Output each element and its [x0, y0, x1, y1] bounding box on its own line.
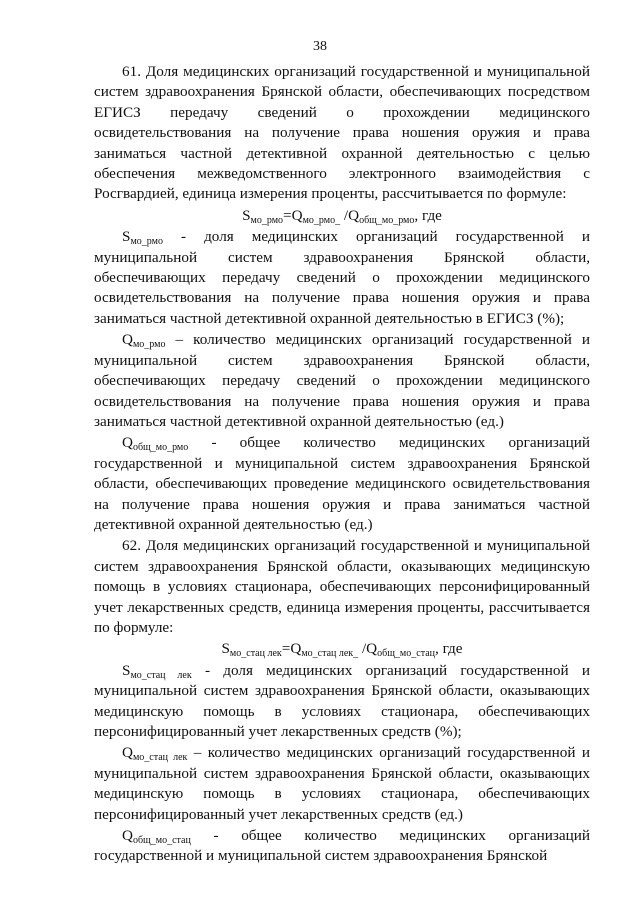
- document-body: [94, 62, 590, 868]
- definition-61-count: $Q_{мо\_рмо}$ – количество медицинских организаций государственной и муниципальной систем здравоохранения Брянской области, обеспечивающих передачу сведений о прохождении медицинского освидетельствования на получение права ношения оружия и права заниматься частной детективной охранной деятельностью (ед.): [94, 331, 590, 430]
- paragraph-61: 61. Доля медицинских организаций государственной и муниципальной систем здравоохранения Брянской области, обеспечивающих посредством ЕГИСЗ передачу сведений о прохождении медицинского освидетельствования на получение права ношения оружия и права заниматься частной детективной охранной деятельностью с целью обеспечения межведомственного электронного взаимодействия с Росгвардией, единица измерения проценты, рассчитывается по формуле:: [94, 63, 590, 203]
- definition-62-count: $Q_{мо\_стац лек}$ – количество медицинских организаций государственной и муниципальной систем здравоохранения Брянской области, оказывающих медицинскую помощь в условиях стационара, обеспечивающих персонифицированный учет лекарственных средств (ед.): [94, 744, 590, 823]
- formula-61: $S_{мо\_рмо}=Q_{мо\_рмо\_}$ $/Q_{общ\_мо\_рмо}$, где: [242, 206, 442, 226]
- definition-61-share: $S_{мо\_рмо}$ - доля медицинских организаций государственной и муниципальной систем здравоохранения Брянской области, обеспечивающих передачу сведений о прохождении медицинского освидетельствования на получение права ношения оружия и права заниматься частной детективной охранной деятельностью в ЕГИСЗ (%);: [94, 228, 590, 327]
- definition-62-share: $S_{мо\_стац лек}$ - доля медицинских организаций государственной и муниципальной систем здравоохранения Брянской области, оказывающих медицинскую помощь в условиях стационара, обеспечивающих персонифицированный учет лекарственных средств (%);: [94, 661, 590, 740]
- definition-61-total: $Q_{общ\_мо\_рмо}$ - общее количество медицинских организаций государственной и муниципальной систем здравоохранения Брянской области, обеспечивающих проведение медицинского освидетельствования на получение права ношения оружия и права заниматься частной детективной охранной деятельностью (ед.): [94, 434, 590, 533]
- definition-62-total: $Q_{общ\_мо\_стац}$ - общее количество медицинских организаций государственной и муниципальной систем здравоохранения Брянской: [94, 827, 590, 865]
- paragraph-62: 62. Доля медицинских организаций государственной и муниципальной систем здравоохранения Брянской области, оказывающих медицинскую помощь в условиях стационара, обеспечивающих персонифицированный учет лекарственных средств, единица измерения проценты, рассчитывается по формуле:: [94, 537, 590, 636]
- page-number: 38: [313, 39, 327, 54]
- formula-62: $S_{мо\_стац лек}=Q_{мо\_стац лек\_}$ $/Q_{общ\_мо\_стац}$, где: [221, 640, 463, 660]
